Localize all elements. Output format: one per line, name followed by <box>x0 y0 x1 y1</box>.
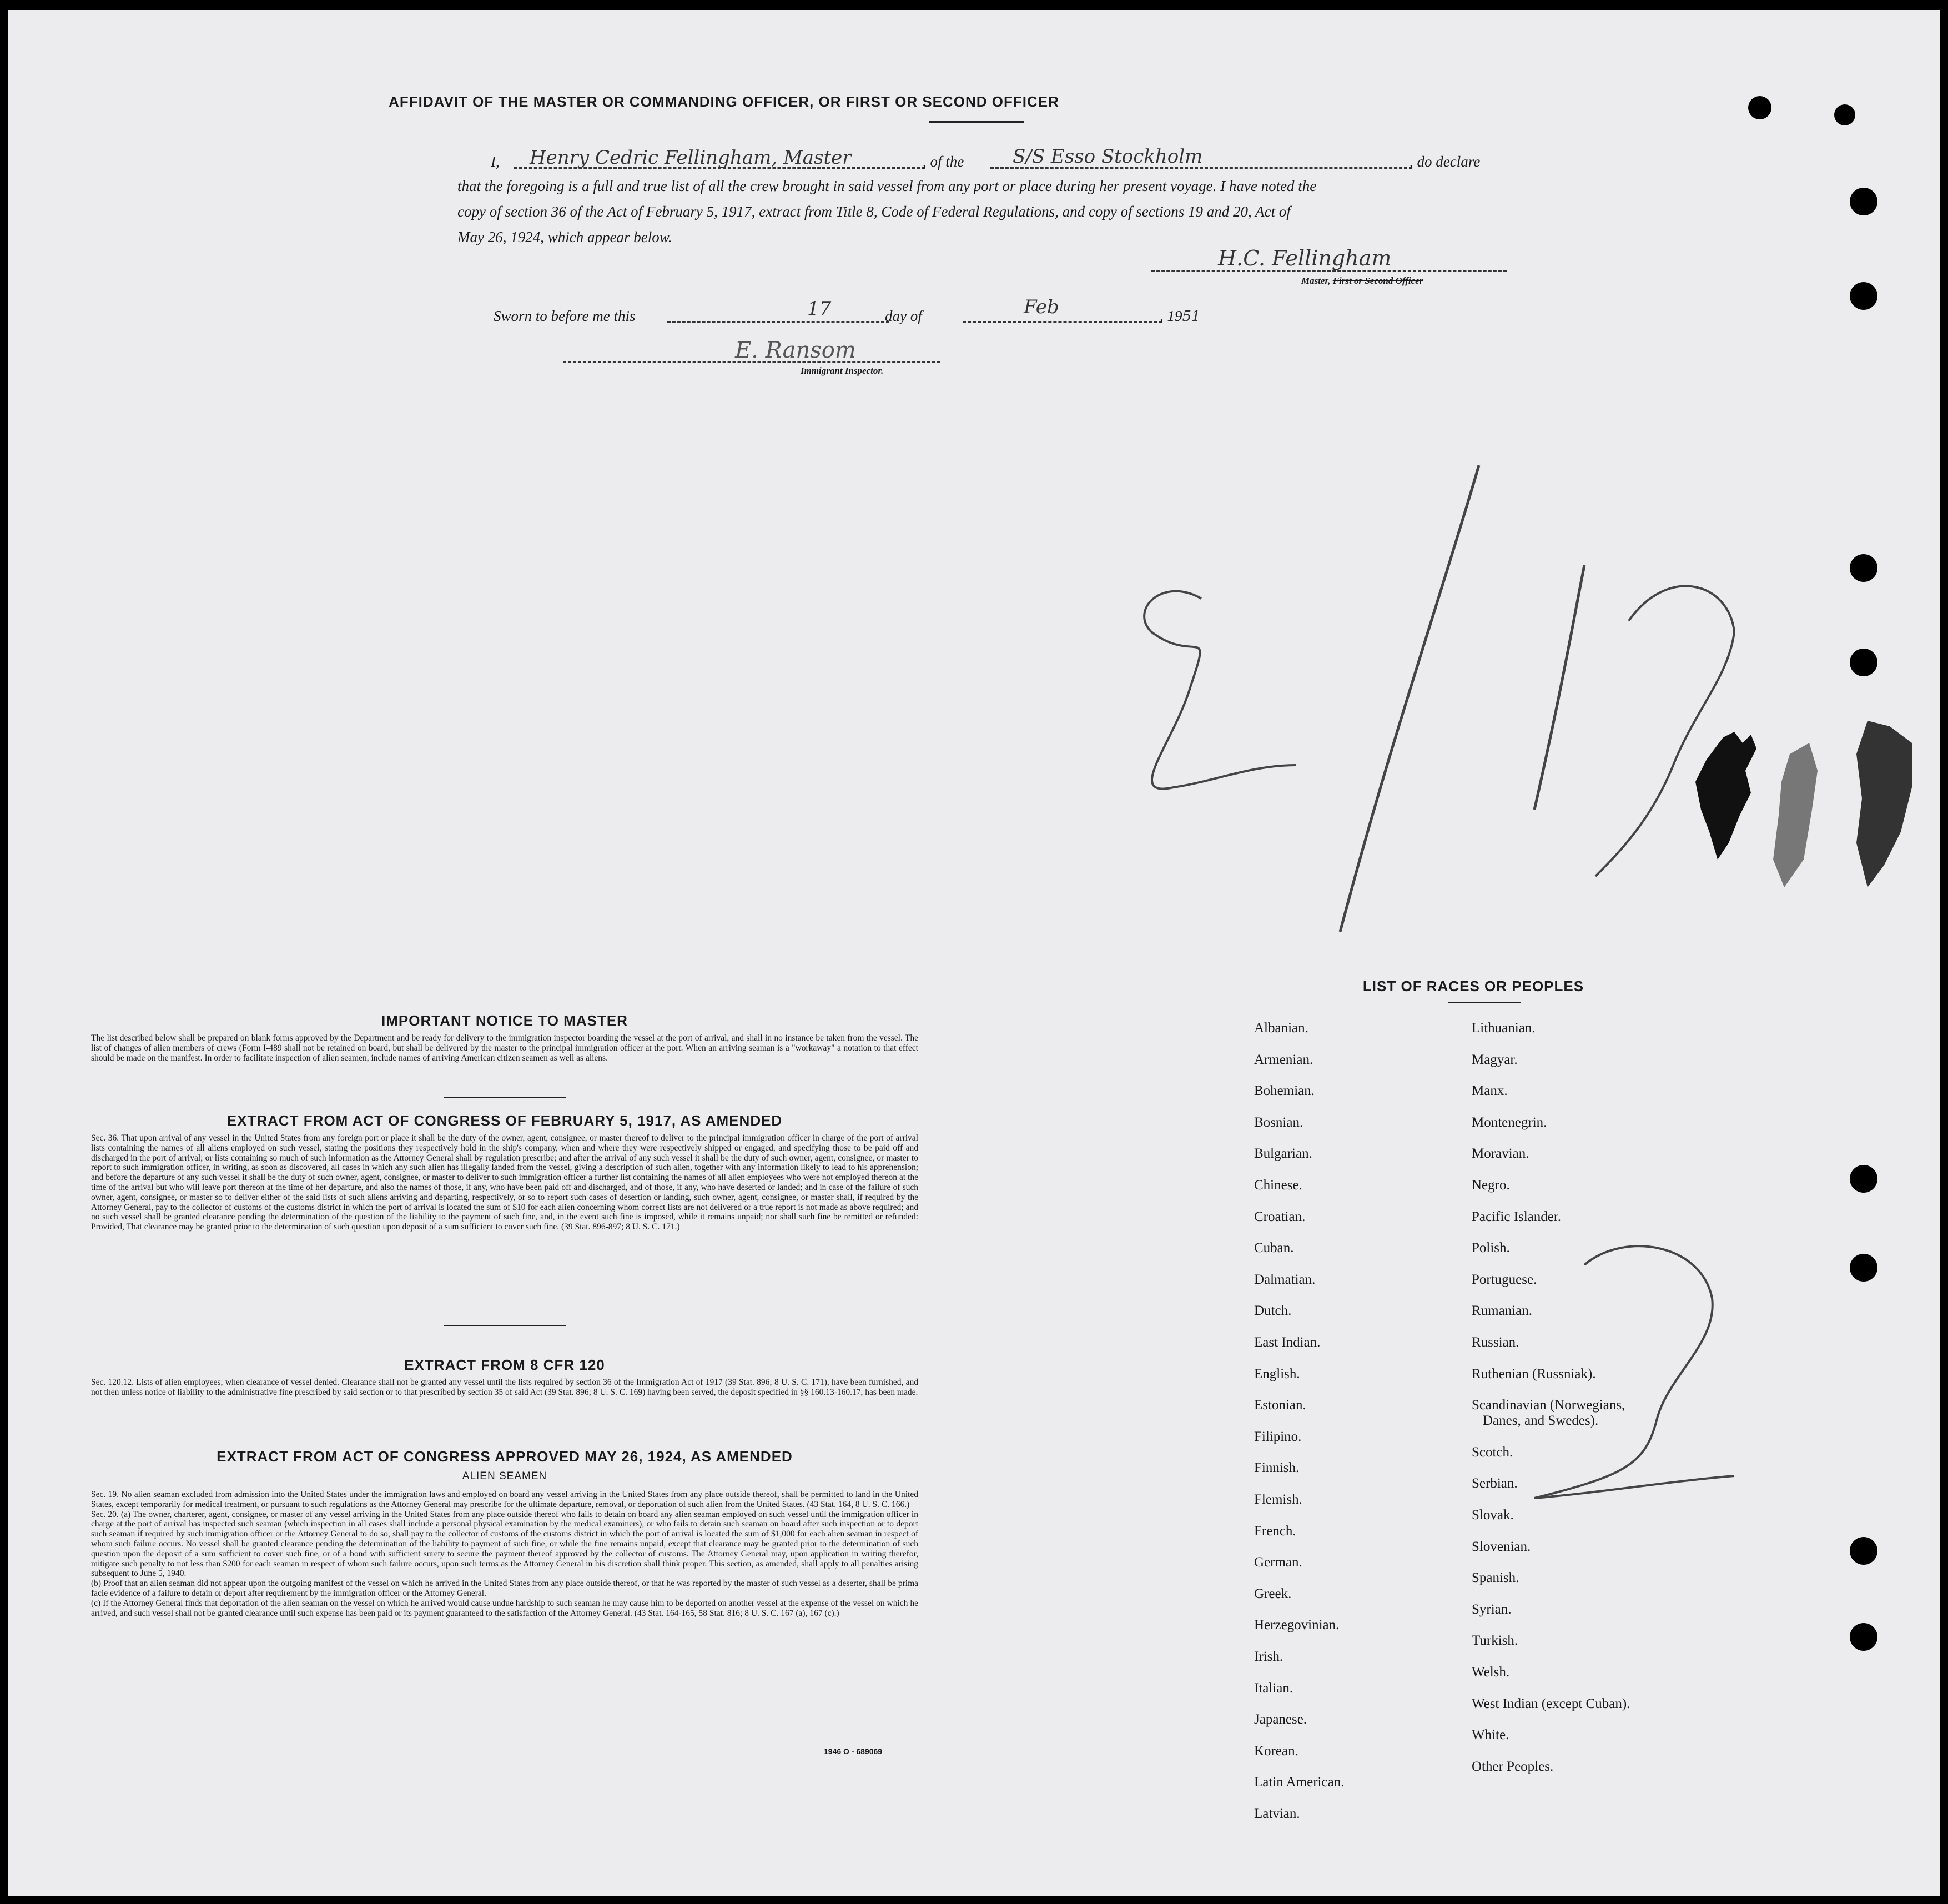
race-item: Rumanian. <box>1472 1303 1533 1319</box>
race-item: Ruthenian (Russniak). <box>1472 1366 1596 1381</box>
race-item: Filipino. <box>1254 1429 1302 1444</box>
race-item: Manx. <box>1472 1083 1508 1099</box>
race-item: Korean. <box>1254 1743 1298 1759</box>
embossed-seal-marks <box>1690 721 1923 932</box>
race-item: Negro. <box>1472 1178 1510 1193</box>
decl-line-2: that the foregoing is a full and true list of all the crew brought in said vessel from any port or place during her present voyage. I have noted the <box>457 178 1317 194</box>
vessel-handwritten: S/S Esso Stockholm <box>1013 145 1203 168</box>
title-rule <box>929 121 1024 123</box>
punch-hole <box>1850 282 1877 310</box>
race-item: Pacific Islander. <box>1472 1209 1562 1224</box>
extract-1917-text: Sec. 36. That upon arrival of any vessel in the United States from any foreign port or place it shall be the duty of the owner, agent, consignee, or master thereof to deliver to the principal immigration officer in charge of the port of arrival lists containing the names of all aliens employed on such vessel, stating the positions they respectively hold in the ship's company, when and where they were respectively shipped or engaged, and specifying those to be paid off and discharged in the port of arrival; or lists containing so much of such information as the Attorney General shall by regulation prescribe; and after the arrival of any such vessel it shall be the duty of such owner, agent, consignee, or master to report to such immigration officer, in writing, as soon as discovered, all cases in which any such alien has illegally landed from the vessel, giving a description of such alien, together with any information likely to lead to his apprehension; and before the departure of any such vessel it shall be the duty of such owner, agent, consignee, or master to deliver to such immigration officer a further list containing the names of all alien employees who were not employed thereon at the time of the arrival but who will leave port thereon at the time of her departure, and also the names of those, if any, who have been paid off and discharged, and of those, if any, who have deserted or landed; and in case of the failure of such owner, agent, consignee, or master so to deliver either of the said lists of such aliens arriving and departing, respectively, or so to report such cases of desertion or landing, such owner, agent, consignee, or master shall, if required by the Attorney General, pay to the collector of customs of the customs district in which the port of arrival is located the sum of $10 for each alien concerning whom correct lists are not delivered or a true report is not made as above required; and no such vessel shall be granted clearance pending the determination of the question of the liability to the payment of such fine, and, in the event such fine is imposed, while it remains unpaid; nor shall such fine be remitted or refunded: Provided, That clearance may be granted prior to the determination of such question upon deposit of a sum sufficient to cover such fine. (39 Stat. 896-897; 8 U. S. C. 171.) <box>91 1133 918 1232</box>
race-item: Serbian. <box>1472 1476 1518 1491</box>
race-item: Scandinavian (Norwegians, <box>1472 1398 1625 1413</box>
punch-hole <box>1850 1254 1877 1282</box>
punch-hole <box>1850 1623 1877 1651</box>
race-item: Dutch. <box>1254 1303 1292 1319</box>
decl-do-declare: , do declare <box>1410 153 1481 170</box>
decl-line-3: copy of section 36 of the Act of February 5, 1917, extract from Title 8, Code of Federal Regulations, and copy of sections 19 and 20, Act of <box>457 203 1291 220</box>
race-item: Irish. <box>1254 1649 1283 1664</box>
extract-cfr-title: EXTRACT FROM 8 CFR 120 <box>404 1357 605 1373</box>
punch-hole <box>1850 554 1877 582</box>
decl-i: I, <box>491 153 500 170</box>
races-title: LIST OF RACES OR PEOPLES <box>1362 978 1584 994</box>
race-item: Latvian. <box>1254 1806 1300 1821</box>
extract-1924-text: Sec. 19. No alien seaman excluded from admission into the United States under the immigration laws and employed on board any vessel arriving in the United States from any place outside thereof, shall be permitted to land in the United States, except temporarily for medical treatment, or pursuant to such regulations as the Attorney General may prescribe for the ultimate departure, removal, or deportation of such alien from the United States. (43 Stat. 164, 8 U. S. C. 166.) Sec. 20. (a) The owner, charterer, agent, consignee, or master of any vessel arriving in the United States from any place outside thereof who fails to detain on board any alien seaman employed on such vessel until the immigration officer in charge at the port of arrival has inspected such seaman (which inspection in all cases shall include a personal physical examination by the medical examiners), or who fails to detain such seaman on board after such inspection or to deport such seaman if required by such immigration officer or the Attorney General to do so, shall pay to the collector of customs of the customs district in which the port of arrival is located the sum of $1,000 for each alien seaman in respect of whom such failure occurs. No vessel shall be granted clearance pending the determination of the liability to payment of such fine, or while the fine remains unpaid, except that clearance may be granted prior to the determination of such question upon the deposit of a sum sufficient to cover such fine, or of a bond with sufficient surety to secure the payment thereof approved by the collector of customs. The Attorney General may, upon application in writing therefor, mitigate such penalty to not less than $200 for each seaman in respect of whom such failure occurs, upon such terms as the Attorney General in his discretion shall think proper. This section, as amended, shall apply to all penalties arising subsequent to June 5, 1940. (b) Proof that an alien seaman did not appear upon the outgoing manifest of the vessel on which he arrived in the United States from any place outside thereof, or that he was reported by the master of such vessel as a deserter, shall be prima facie evidence of a failure to detain or deport after requirement by the immigration officer or the Attorney General. (c) If the Attorney General finds that deportation of the alien seaman on the vessel on which he arrived would cause undue hardship to such seaman he may cause him to be deported on another vessel at the expense of the vessel on which he arrived, and such vessel shall not be granted clearance until such expense has been paid or its payment guaranteed to the satisfaction of the Attorney General. (43 Stat. 164-165, 58 Stat. 816; 8 U. S. C. 167 (a), 167 (c).) <box>91 1490 918 1618</box>
race-item: Other Peoples. <box>1472 1759 1554 1774</box>
affidavit-title: AFFIDAVIT OF THE MASTER OR COMMANDING OFFICER, OR FIRST OR SECOND OFFICER <box>389 93 1059 110</box>
decl-line-4: May 26, 1924, which appear below. <box>457 229 672 245</box>
section-rule <box>444 1097 566 1098</box>
punch-hole <box>1850 1165 1877 1193</box>
race-item: English. <box>1254 1366 1300 1381</box>
race-item: Italian. <box>1254 1680 1293 1696</box>
race-item: Welsh. <box>1472 1665 1510 1680</box>
sworn-day: 17 <box>807 298 832 320</box>
race-item: Polish. <box>1472 1240 1510 1256</box>
race-item: Latin American. <box>1254 1775 1345 1790</box>
race-item: Syrian. <box>1472 1601 1512 1617</box>
race-item: Albanian. <box>1254 1021 1308 1036</box>
signer-title-prefix: Master, <box>1301 275 1333 286</box>
punch-hole <box>1850 1537 1877 1565</box>
day-of-label: day of <box>885 308 922 324</box>
sworn-year <box>1160 303 1201 329</box>
section-rule <box>444 1325 566 1326</box>
race-item: Danes, and Swedes). <box>1483 1413 1599 1429</box>
race-item: Montenegrin. <box>1472 1114 1547 1130</box>
race-item: Greek. <box>1254 1586 1292 1601</box>
year-prefix: , 19 <box>1160 308 1182 324</box>
race-item: Scotch. <box>1472 1444 1513 1460</box>
master-signature: H.C. Fellingham <box>1218 246 1392 270</box>
race-item: Dalmatian. <box>1254 1272 1316 1287</box>
races-title-rule <box>1448 1002 1521 1003</box>
race-item: Estonian. <box>1254 1398 1306 1413</box>
sworn-label: Sworn to before me this <box>494 308 636 324</box>
race-item: Spanish. <box>1472 1570 1519 1586</box>
race-item: Cuban. <box>1254 1240 1294 1256</box>
sworn-month-line <box>963 321 1162 323</box>
race-item: Finnish. <box>1254 1460 1300 1476</box>
signer-title-struck: First or Second Officer <box>1332 275 1423 286</box>
notice-text: The list described below shall be prepared on blank forms approved by the Department and be ready for delivery to the immigration inspector boarding the vessel at the port of arrival, and shall in no instance be taken from the vessel. The list of changes of alien members of crews (Form I-489 shall not be retained on board, but shall be delivered by the master to the principal immigration officer at the port. When an arriving seaman is a "workaway" a notation to that effect should be made on the manifest. In order to facilitate inspection of alien seamen, include names of arriving American citizen seamen as well as aliens. <box>91 1033 918 1063</box>
sworn-day-line <box>667 321 889 323</box>
master-name-handwritten: Henry Cedric Fellingham, Master <box>530 147 852 169</box>
notice-title: IMPORTANT NOTICE TO MASTER <box>381 1012 628 1029</box>
punch-hole <box>1850 649 1877 676</box>
race-item: Slovak. <box>1472 1508 1514 1523</box>
race-item: French. <box>1254 1523 1296 1539</box>
race-item: Slovenian. <box>1472 1539 1531 1554</box>
race-item: Chinese. <box>1254 1178 1302 1193</box>
race-item: Portuguese. <box>1472 1272 1537 1287</box>
race-item: Bulgarian. <box>1254 1146 1312 1162</box>
inspector-signature: E. Ransom <box>735 338 856 363</box>
sworn-month: Feb <box>1024 296 1059 318</box>
extract-cfr-text: Sec. 120.12. Lists of alien employees; when clearance of vessel denied. Clearance shall not be granted any vessel until the lists required by section 36 of the Immigration Act of 1917 (39 Stat. 896; 8 U. S. C. 171), have been furnished, and not then unless notice of liability to the administrative fine prescribed by said section or to that prescribed by section 35 of said Act (39 Stat. 896; 8 U. S. C. 169) having been served, the deposit specified in §§ 160.13-160.17, has been made. <box>91 1378 918 1397</box>
race-item: East Indian. <box>1254 1335 1321 1350</box>
punch-hole <box>1748 96 1771 119</box>
extract-1924-subtitle: ALIEN SEAMEN <box>462 1470 547 1482</box>
race-item: Lithuanian. <box>1472 1021 1536 1036</box>
race-item: Herzegovinian. <box>1254 1617 1340 1633</box>
extract-1917-title: EXTRACT FROM ACT OF CONGRESS OF FEBRUARY 5, 1917, AS AMENDED <box>226 1112 783 1129</box>
race-item: Flemish. <box>1254 1492 1302 1507</box>
race-item: West Indian (except Cuban). <box>1472 1696 1630 1711</box>
punch-hole <box>1850 188 1877 215</box>
race-item: Croatian. <box>1254 1209 1306 1224</box>
race-item: Armenian. <box>1254 1052 1313 1067</box>
race-item: Magyar. <box>1472 1052 1518 1067</box>
race-item: German. <box>1254 1555 1302 1570</box>
race-item: Moravian. <box>1472 1146 1529 1162</box>
punch-hole <box>1834 104 1855 125</box>
race-item: Bosnian. <box>1254 1114 1303 1130</box>
signer-title <box>1301 275 1423 287</box>
race-item: White. <box>1472 1727 1509 1743</box>
document-page <box>8 10 1940 1896</box>
extract-1924-title: EXTRACT FROM ACT OF CONGRESS APPROVED MAY 26, 1924, AS AMENDED <box>217 1448 793 1465</box>
print-code: 1946 O - 689069 <box>824 1747 883 1756</box>
year-suffix: 51 <box>1182 308 1201 325</box>
decl-of-the: , of the <box>923 153 964 170</box>
race-item: Turkish. <box>1472 1633 1518 1649</box>
race-item: Bohemian. <box>1254 1083 1315 1099</box>
race-item: Russian. <box>1472 1335 1519 1350</box>
race-item: Japanese. <box>1254 1712 1307 1727</box>
inspector-title: Immigrant Inspector. <box>801 365 884 376</box>
handwritten-date-annotation <box>1129 454 1762 976</box>
